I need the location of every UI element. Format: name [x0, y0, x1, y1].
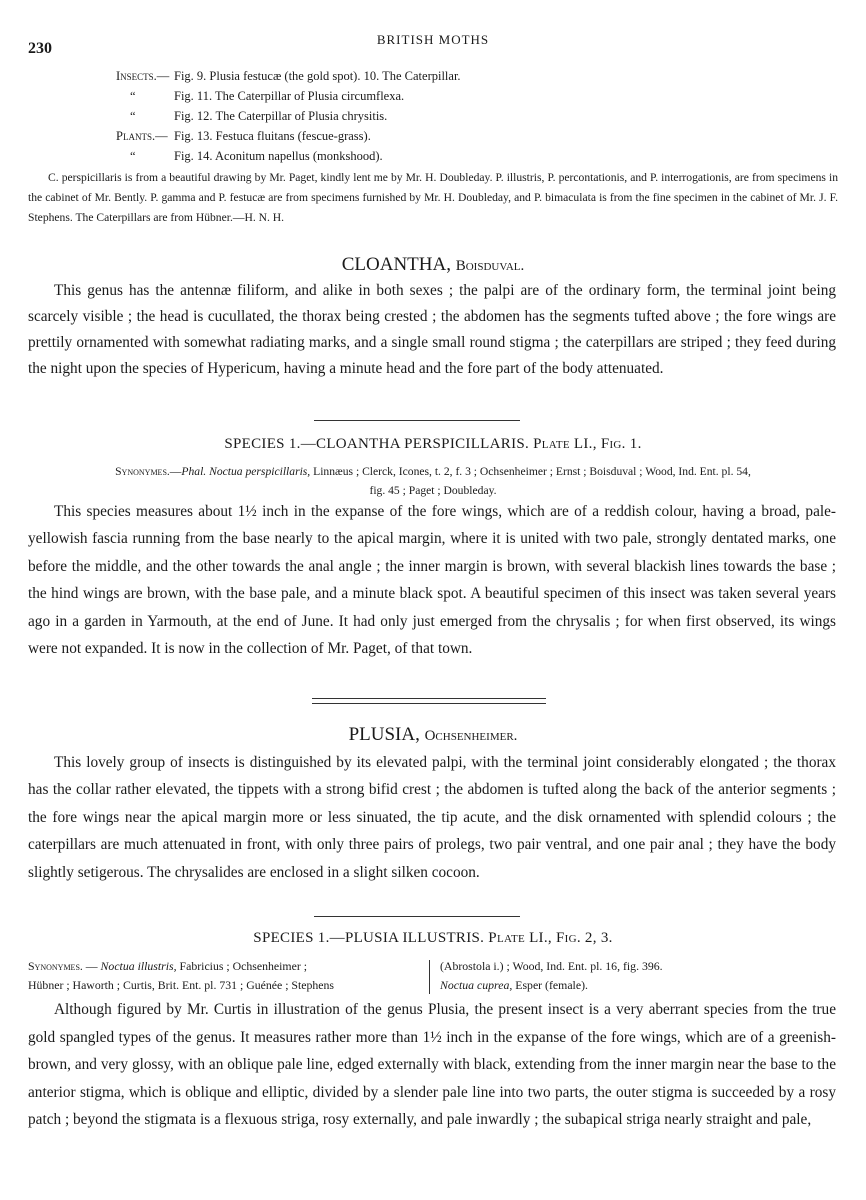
plate-list-row	[116, 106, 461, 126]
plate-list-text: Fig. 12. The Caterpillar of Plusia chrysitis.	[174, 109, 388, 123]
section-double-rule	[312, 698, 546, 704]
genus-description-cloantha: This genus has the antennæ filiform, and alike in both sexes ; the palpi are of the ordinary form, the terminal joint being scarcely visible ; the head is cucullated, the thorax being crested ; the abdomen has the segments tufted above ; the fore wings are prettily ornamented with somewhat radiating marks, and a single small round stigma ; the caterpillars are striped ; they feed during the night upon the species of Hypericum, having a minute head and the fore part of the body attenuated.	[28, 282, 836, 377]
page-number: 230	[28, 40, 52, 57]
genus-authority: Boisduval.	[455, 258, 525, 274]
plate-reference: Plate LI., Fig. 2, 3.	[488, 930, 613, 946]
genus-name: CLOANTHA,	[341, 254, 451, 275]
genus-heading-cloantha	[0, 254, 866, 276]
genus-name: PLUSIA,	[348, 724, 420, 745]
synonyms-text: Linnæus ; Clerck, Icones, t. 2, f. 3 ; Ochsenheimer ; Ernst ; Boisduval ; Wood, Ind. Ent. pl. 54,	[310, 465, 751, 478]
synonyms-brace	[429, 960, 430, 994]
plate-list-text: Fig. 13. Festuca fluitans (fescue-grass).	[174, 129, 371, 143]
plate-list-label: “	[130, 109, 136, 123]
plate-list-label: Plants.—	[116, 129, 168, 143]
synonym-italic: Noctua illustris,	[100, 959, 177, 973]
plate-list-row	[116, 126, 461, 146]
synonyms-line: (Abrostola i.) ; Wood, Ind. Ent. pl. 16, fig. 396.	[440, 959, 663, 973]
synonyms-plusia-left	[28, 957, 428, 995]
genus-description-plusia: This lovely group of insects is distinguished by its elevated palpi, with the terminal joint considerably elongated ; the thorax has the collar rather elevated, the tippets with a strong bifid crest ; the abdomen is tufted along the back of the anterior segments ; the fore wings near the apical margin more or less sinuated, the tip acute, and the disk ornamented with splendid colours ; the caterpillars are much attenuated in front, with only three pairs of prolegs, two pair ventral, and one pair anal ; they have the body slightly setigerous. The chrysalides are enclosed in a slight silken cocoon.	[28, 754, 836, 881]
plate-list-row	[116, 146, 461, 166]
synonyms-text: Esper (female).	[512, 978, 588, 992]
plate-list-label: “	[130, 149, 136, 163]
synonyms-cloantha	[28, 462, 838, 500]
genus-authority: Ochsenheimer.	[424, 728, 518, 744]
synonyms-line: fig. 45 ; Paget ; Doubleday.	[369, 484, 497, 497]
synonym-italic: Noctua cuprea,	[440, 978, 513, 992]
species-text-cloantha: This species measures about 1½ inch in the expanse of the fore wings, which are of a reddish colour, having a broad, pale-yellowish fascia running from the base nearly to the apical margin, where it is united with two pale, strongly dentated marks, one before the middle, and the other towards the anal angle ; the inner margin is brown, with several blackish lines towards the base ; the hind wings are brown, with the base pale, and a minute black spot. A beautiful specimen of this insect was taken several years ago in a garden in Yarmouth, at the end of June. It had only just emerged from the chrysalis ; for when first observed, its wings were not expanded. It is now in the collection of Mr. Paget, of that town.	[28, 503, 836, 658]
section-rule	[314, 420, 520, 421]
synonyms-label: Synonymes. —	[28, 959, 98, 973]
plate-list-row	[116, 86, 461, 106]
plate-list-text: Fig. 14. Aconitum napellus (monkshood).	[174, 149, 383, 163]
plate-figure-list	[116, 66, 461, 166]
running-title: BRITISH MOTHS	[376, 32, 490, 47]
plate-list-row	[116, 66, 461, 86]
synonyms-text: Fabricius ; Ochsenheimer ;	[176, 959, 307, 973]
synonyms-line: Hübner ; Haworth ; Curtis, Brit. Ent. pl. 731 ; Guénée ; Stephens	[28, 978, 335, 992]
synonyms-line	[28, 957, 428, 976]
synonym-italic: Phal. Noctua perspicillaris,	[181, 465, 311, 478]
species-heading-plusia	[0, 930, 866, 947]
species-title: SPECIES 1.—PLUSIA ILLUSTRIS.	[253, 930, 485, 946]
species-title: SPECIES 1.—CLOANTHA PERSPICILLARIS.	[224, 436, 530, 452]
synonyms-line	[440, 976, 820, 995]
plate-list-label: “	[130, 89, 136, 103]
synonyms-line	[28, 462, 838, 481]
plate-list-text: Fig. 11. The Caterpillar of Plusia circumflexa.	[174, 89, 405, 103]
plate-list-label: Insects.—	[116, 69, 170, 83]
plate-list-text: Fig. 9. Plusia festucæ (the gold spot). 10. The Caterpillar.	[174, 69, 461, 83]
synonyms-plusia-right	[440, 957, 820, 995]
plate-reference: Plate LI., Fig. 1.	[533, 436, 642, 452]
species-text-plusia: Although figured by Mr. Curtis in illustration of the genus Plusia, the present insect is a very aberrant species from the true gold spangled types of the genus. It measures rather more than 1½ inch in the expanse of the fore wings, which are of a greenish-brown, and very glossy, with an oblique pale line, edged externally with black, extending from the inner margin near the base to the anterior stigma, which is oblique and elliptic, divided by a slender pale line into two parts, the outer stigma is succeeded by a rosy patch ; beyond the stigmata is a flexuous striga, rosy externally, and pale inwardly ; the subapical striga nearly straight and pale,	[28, 1001, 836, 1129]
specimen-note: C. perspicillaris is from a beautiful drawing by Mr. Paget, kindly lent me by Mr. H. Doubleday. P. illustris, P. percontationis, and P. interrogationis, are from specimens in the cabinet of Mr. Bently. P. gamma and P. festucæ are from specimens furnished by Mr. H. Doubleday, and P. bimaculata is from the fine specimen in the cabinet of Mr. J. F. Stephens. The Caterpillars are from Hübner.—H. N. H.	[28, 171, 838, 224]
species-heading-cloantha	[0, 436, 866, 453]
section-rule	[314, 916, 520, 917]
genus-heading-plusia	[0, 724, 866, 746]
synonyms-label: Synonymes.—	[115, 465, 182, 478]
